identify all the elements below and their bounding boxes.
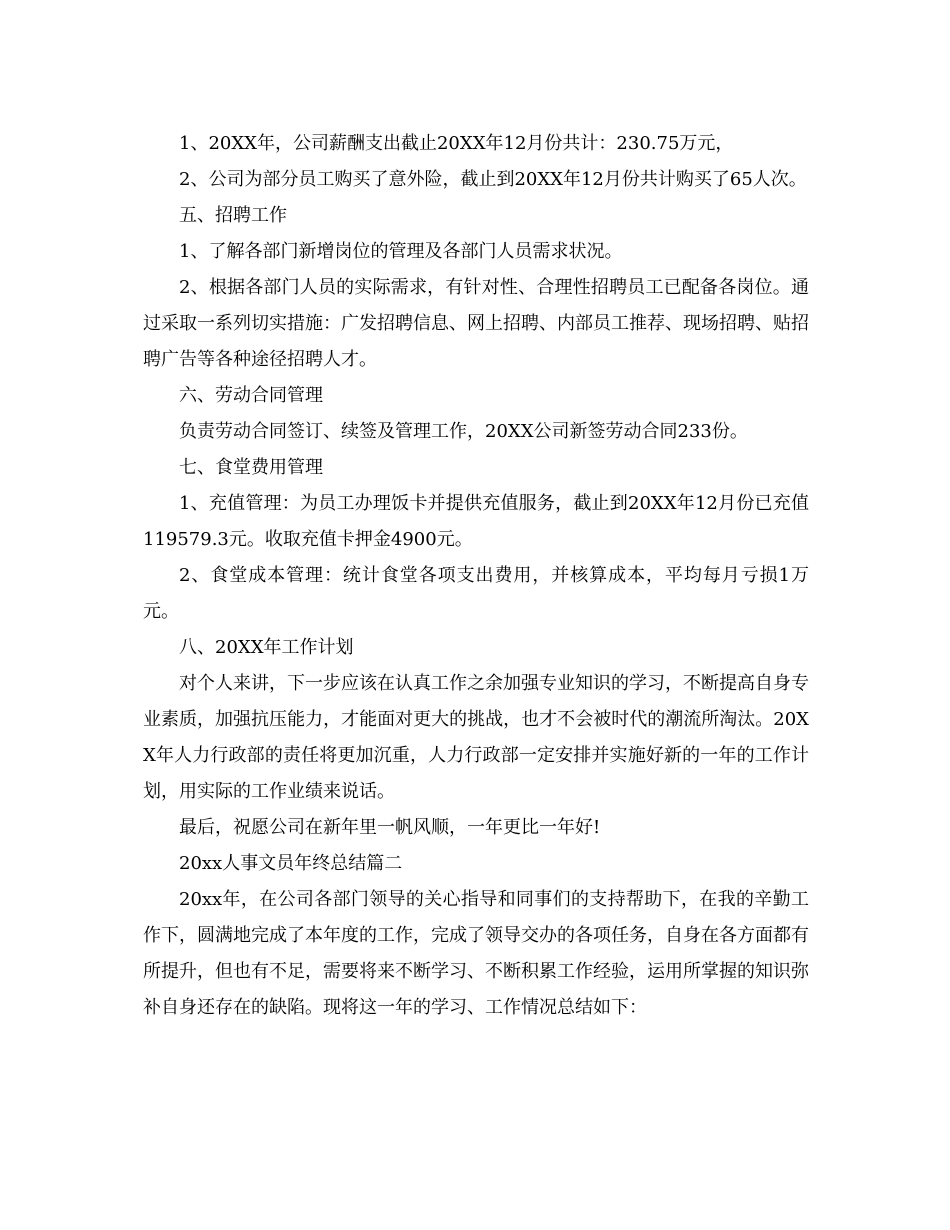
paragraph-labor-contract: 负责劳动合同签订、续签及管理工作，20XX公司新签劳动合同233份。 <box>179 421 748 442</box>
section-heading-labor-contract: 六、劳动合同管理 <box>179 385 323 406</box>
paragraph-canteen-cost: 2、食堂成本管理：统计食堂各项支出费用，并核算成本，平均每月亏损1万元。 <box>143 565 809 622</box>
paragraph-canteen-recharge: 1、充值管理：为员工办理饭卡并提供充值服务，截止到20XX年12月份已充值119579.3元。收取充值卡押金4900元。 <box>143 493 809 550</box>
paragraph-accident-insurance: 2、公司为部分员工购买了意外险，截止到20XX年12月份共计购买了65人次。 <box>179 169 807 190</box>
paragraph-recruitment-2: 2、根据各部门人员的实际需求，有针对性、合理性招聘员工已配备各岗位。通过采取一系列切实措施：广发招聘信息、网上招聘、内部员工推荐、现场招聘、贴招聘广告等各种途径招聘人才。 <box>143 277 809 370</box>
paragraph-work-plan: 对个人来讲，下一步应该在认真工作之余加强专业知识的学习，不断提高自身专业素质，加强抗压能力，才能面对更大的挑战，也才不会被时代的潮流所淘汰。20XX年人力行政部的责任将更加沉重，人力行政部一定安排并实施好新的一年的工作计划，用实际的工作业绩来说话。 <box>143 673 809 802</box>
paragraph-recruitment-1: 1、了解各部门新增岗位的管理及各部门人员需求状况。 <box>179 241 623 262</box>
paragraph-closing-wish: 最后，祝愿公司在新年里一帆风顺，一年更比一年好! <box>179 817 601 838</box>
section-heading-work-plan: 八、20XX年工作计划 <box>179 637 354 658</box>
document-body <box>143 126 809 1026</box>
paragraph-part-two-intro: 20xx年，在公司各部门领导的关心指导和同事们的支持帮助下，在我的辛勤工作下，圆满地完成了本年度的工作，完成了领导交办的各项任务，自身在各方面都有所提升，但也有不足，需要将来不断学习、不断积累工作经验，运用所掌握的知识弥补自身还存在的缺陷。现将这一年的学习、工作情况总结如下： <box>143 889 809 1018</box>
section-heading-recruitment: 五、招聘工作 <box>179 205 287 226</box>
section-heading-canteen: 七、食堂费用管理 <box>179 457 323 478</box>
article-title-part-two: 20xx人事文员年终总结篇二 <box>179 853 403 874</box>
paragraph-salary-expense: 1、20XX年，公司薪酬支出截止20XX年12月份共计：230.75万元， <box>179 133 734 154</box>
